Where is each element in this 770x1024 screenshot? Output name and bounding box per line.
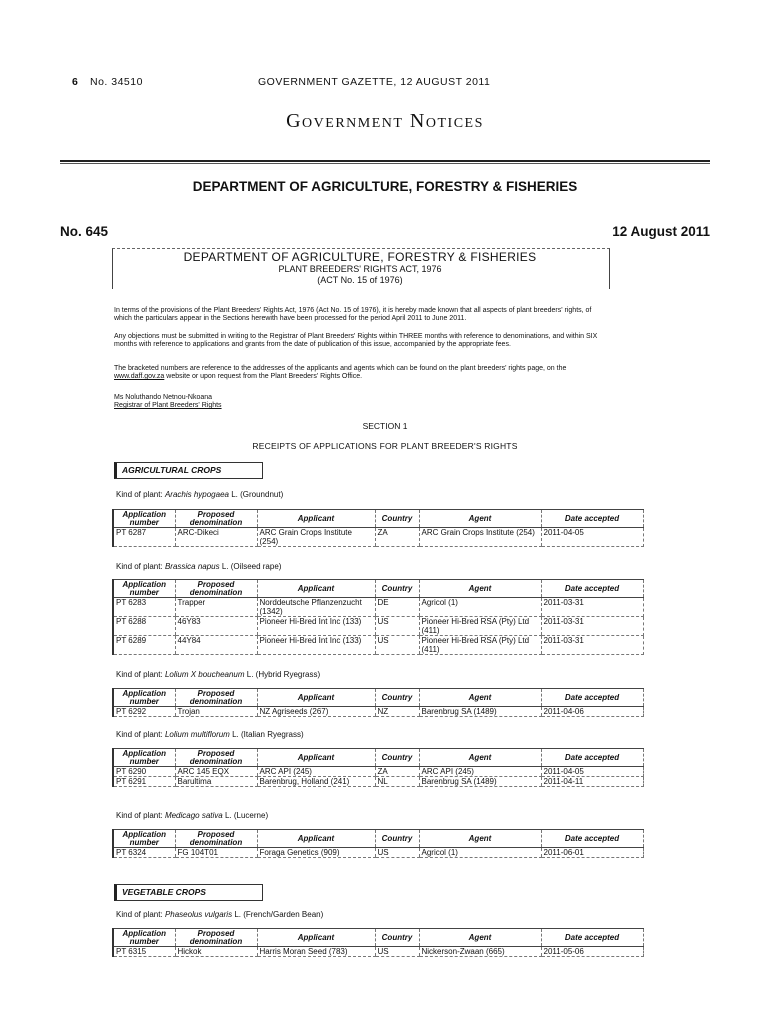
col-application-number: Application number [113,830,175,848]
col-application-number: Application number [113,580,175,598]
col-proposed-denomination: Proposed denomination [175,749,257,767]
col-date-accepted: Date accepted [541,580,643,598]
category-agricultural-crops: AGRICULTURAL CROPS [114,462,263,479]
applications-table [112,829,644,858]
col-country: Country [375,749,419,767]
col-applicant: Applicant [257,830,375,848]
table-row: PT 6291 Barultima Barenbrug, Holland (241) NL Barenbrug SA (1489) 2011-04-11 [113,777,643,787]
signatory-name: Ms Noluthando Netnou-Nkoana [114,394,213,401]
table-row: PT 6288 46Y83 Pioneer Hi-Bred Int Inc (133) US Pioneer Hi-Bred RSA (Pty) Ltd (411) 2011-03-31 [113,617,643,636]
table-header-row [113,830,643,848]
table-row: PT 6289 44Y84 Pioneer Hi-Bred Int Inc (133) US Pioneer Hi-Bred RSA (Pty) Ltd (411) 2011-03-31 [113,636,643,655]
applications-table [112,928,644,957]
signatory-title: Registrar of Plant Breeders' Rights [114,402,222,409]
table-row: PT 6287 ARC-Dikeci ARC Grain Crops Institute (254) ZA ARC Grain Crops Institute (254) 2011-04-05 [113,528,643,547]
col-agent: Agent [419,929,541,947]
table-row: PT 6315 Hickok Harris Moran Seed (783) US Nickerson-Zwaan (665) 2011-05-06 [113,947,643,957]
col-date-accepted: Date accepted [541,830,643,848]
col-agent: Agent [419,689,541,707]
applications-table [112,748,644,787]
running-header [0,76,770,90]
table-header-row [113,510,643,528]
table-row: PT 6290 ARC 145 EQX ARC API (245) ZA ARC API (245) 2011-04-05 [113,767,643,777]
col-country: Country [375,689,419,707]
issue-number: No. 34510 [90,76,143,88]
section-title: Government Notices [286,110,484,132]
divider [60,163,710,164]
section-label: SECTION 1 [362,421,408,431]
kind-of-plant: Kind of plant: Arachis hypogaea L. (Groundnut) [116,490,284,499]
kind-of-plant: Kind of plant: Brassica napus L. (Oilseed rape) [116,562,282,571]
table-row: PT 6324 FG 104T01 Foraga Genetics (909) US Agricol (1) 2011-06-01 [113,848,643,858]
gazette-title: GOVERNMENT GAZETTE, 12 AUGUST 2011 [258,76,491,88]
col-proposed-denomination: Proposed denomination [175,830,257,848]
col-proposed-denomination: Proposed denomination [175,580,257,598]
paragraph-terms: In terms of the provisions of the Plant Breeders' Rights Act, 1976 (Act No. 15 of 1976), it is hereby made known that all aspects of plant breeders' rights, of which the particulars appear in the Sections herewith have been processed for the period April 2011 to June 2011. [114,307,592,322]
col-date-accepted: Date accepted [541,510,643,528]
notice-date: 12 August 2011 [612,224,710,239]
col-country: Country [375,580,419,598]
table-row: PT 6292 Trojan NZ Agriseeds (267) NZ Barenbrug SA (1489) 2011-04-06 [113,707,643,717]
table-header-row [113,749,643,767]
col-proposed-denomination: Proposed denomination [175,689,257,707]
box-act: PLANT BREEDERS' RIGHTS ACT, 1976 [278,264,442,274]
col-country: Country [375,510,419,528]
col-agent: Agent [419,830,541,848]
kind-of-plant: Kind of plant: Lolium X boucheanum L. (Hybrid Ryegrass) [116,670,321,679]
kind-of-plant: Kind of plant: Phaseolus vulgaris L. (French/Garden Bean) [116,910,324,919]
table-row: PT 6283 Trapper Norddeutsche Pflanzenzucht (1342) DE Agricol (1) 2011-03-31 [113,598,643,617]
applications-table [112,509,644,547]
table-header-row [113,689,643,707]
col-agent: Agent [419,580,541,598]
col-applicant: Applicant [257,749,375,767]
notice-number: No. 645 [60,224,109,239]
department-heading: DEPARTMENT OF AGRICULTURE, FORESTRY & FISHERIES [192,179,578,194]
col-agent: Agent [419,510,541,528]
col-applicant: Applicant [257,580,375,598]
table-header-row [113,580,643,598]
kind-of-plant: Kind of plant: Medicago sativa L. (Lucerne) [116,811,269,820]
col-date-accepted: Date accepted [541,749,643,767]
box-act-number: (ACT No. 15 of 1976) [317,275,403,285]
receipts-title: RECEIPTS OF APPLICATIONS FOR PLANT BREEDER'S RIGHTS [252,441,518,451]
page-number: 6 [72,76,79,88]
col-applicant: Applicant [257,510,375,528]
col-application-number: Application number [113,510,175,528]
divider [60,160,710,162]
col-agent: Agent [419,749,541,767]
col-proposed-denomination: Proposed denomination [175,929,257,947]
col-date-accepted: Date accepted [541,689,643,707]
col-application-number: Application number [113,689,175,707]
col-date-accepted: Date accepted [541,929,643,947]
applications-table [112,688,644,717]
col-country: Country [375,929,419,947]
paragraph-references: The bracketed numbers are reference to the addresses of the applicants and agents which can be found on the plant breeders' rights page, on the www.daff.gov.za website or upon request from the Plant Breeders' Rights Office. [114,365,567,380]
website-link[interactable]: www.daff.gov.za [114,373,165,380]
paragraph-objections: Any objections must be submitted in writing to the Registrar of Plant Breeders' Rights within THREE months with reference to denominations, and within SIX months with reference to applications and grants from the date of publication of this issue, accompanied by the appropriate fees. [114,333,598,348]
col-proposed-denomination: Proposed denomination [175,510,257,528]
table-header-row [113,929,643,947]
applications-table [112,579,644,655]
kind-of-plant: Kind of plant: Lolium multiflorum L. (Italian Ryegrass) [116,730,304,739]
col-application-number: Application number [113,749,175,767]
category-vegetable-crops: VEGETABLE CROPS [114,884,263,901]
col-country: Country [375,830,419,848]
box-department: DEPARTMENT OF AGRICULTURE, FORESTRY & FISHERIES [183,250,537,264]
col-application-number: Application number [113,929,175,947]
col-applicant: Applicant [257,929,375,947]
col-applicant: Applicant [257,689,375,707]
